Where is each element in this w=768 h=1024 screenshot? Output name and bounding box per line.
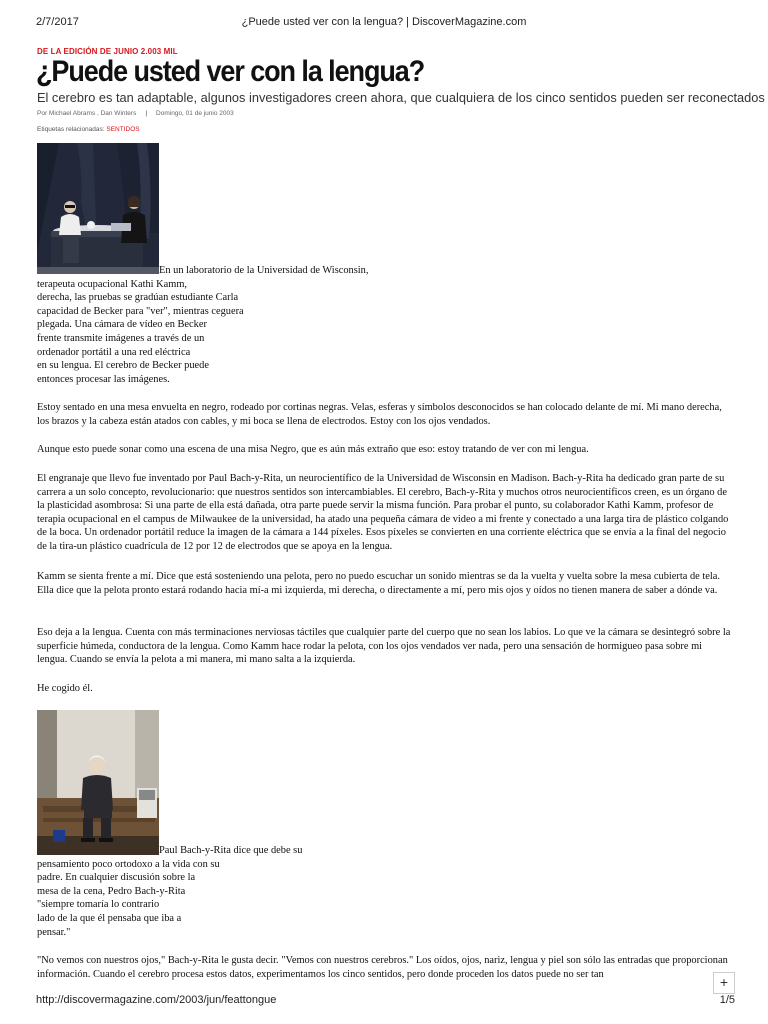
caption-line: frente transmite imágenes a través de un: [37, 332, 205, 344]
caption-line: ordenador portátil a una red eléctrica: [37, 346, 191, 358]
caption-line: pensar.": [37, 926, 71, 938]
caption-line: Paul Bach-y-Rita dice que debe su: [159, 845, 303, 856]
caption-line: en su lengua. El cerebro de Becker puede: [37, 360, 209, 372]
body-paragraph: Kamm se sienta frente a mí. Dice que está sosteniendo una pelota, pero no puedo escuchar un sonido mientras se da la vuelta y vuelta sobre la mesa cubierta de tela. Ella dice que la pelota pronto estará rodando hacia mí-a mi izquierda, mi derecha, o directamente a mí, pero mis ojos y oídos no tienen manera de saber a dónde va.: [37, 571, 720, 596]
caption-line: capacidad de Becker para "ver", mientras ceguera: [37, 305, 244, 317]
print-page-title: ¿Puede usted ver con la lengua? | DiscoverMagazine.com: [241, 16, 527, 28]
tags-label: Etiquetas relacionadas:: [37, 126, 105, 133]
body-paragraph: El engranaje que llevo fue inventado por Paul Bach-y-Rita, un neurocientífico de la Universidad de Wisconsin en Madison. Bach-y-Rita ha dedicado gran parte de su carrera a un solo concepto, revolucionario: que nuestros sentidos son intercambiables. El cerebro, Bach-y-Rita y muchos otros neurocientíficos creen, es un órgano de la plasticidad asombrosa: Si una parte de ella está dañada, otra parte puede servir la misma función. Para probar el punto, su colaborador Kathi Kamm, profesor de terapia ocupacional en el campus de Milwaukee de la universidad, ha atado una pequeña cámara de video a mi frente y conectado a una larga tira de plástico colgando de la boca. Un ordenador portátil reduce la imagen de la cámara a 144 píxeles. Esos píxeles se convierten en una corriente eléctrica que se envía a la final del negocio de la tira-un plástico cuadrícula de 12 por 12 de electrodos que se apoya en la lengua.: [37, 473, 729, 552]
caption-line: lado de la que él pensaba que iba a: [37, 912, 182, 924]
tag-link[interactable]: SENTIDOS: [106, 126, 140, 133]
caption-line: entonces procesar las imágenes.: [37, 373, 170, 385]
body-paragraph: Aunque esto puede sonar como una escena de una misa Negro, que es aún más extraño que eso: estoy tratando de ver con mi lengua.: [37, 444, 589, 455]
article-title: ¿Puede usted ver con la lengua?: [36, 55, 425, 88]
body-paragraph: "No vemos con nuestros ojos," Bach-y-Rita le gusta decir. "Vemos con nuestros cerebros." Los oídos, ojos, nariz, lengua y piel son sólo las entradas que proporcionan información. Cuando el cerebro procesa estos datos, experimentamos los cinco sentidos, pero donde proceden los datos puede no ser tan: [37, 955, 728, 980]
caption-line: terapeuta ocupacional Kathi Kamm,: [37, 278, 188, 290]
print-header: [0, 16, 768, 30]
caption-line: padre. En cualquier discusión sobre la: [37, 872, 196, 884]
body-paragraph: Estoy sentado en una mesa envuelta en negro, rodeado por cortinas negras. Velas, esferas y símbolos desconocidos se han colocado delante de mí. Mi mano derecha, los brazos y la cabeza están atados con cables, y mi boca se llena de electrodos. Estoy con los ojos vendados.: [37, 402, 722, 427]
print-url[interactable]: http://discovermagazine.com/2003/jun/feattongue: [36, 994, 277, 1006]
related-tags: [37, 126, 140, 133]
lab-photo: [37, 143, 159, 274]
byline-authors[interactable]: Por Michael Abrams , Dan Winters: [37, 110, 137, 117]
caption-line: plegada. Una cámara de vídeo en Becker: [37, 319, 207, 331]
caption-line: mesa de la cena, Pedro Bach-y-Rita: [37, 885, 186, 897]
byline-separator: |: [145, 110, 148, 117]
article-deck: El cerebro es tan adaptable, algunos investigadores creen ahora, que cualquiera de los cinco sentidos pueden ser reconectados: [37, 90, 765, 105]
issue-kicker: DE LA EDICIÓN DE JUNIO 2.003 MIL: [37, 47, 178, 56]
caption-line: derecha, las pruebas se gradúan estudiante Carla: [37, 292, 239, 304]
expand-button[interactable]: +: [713, 972, 735, 994]
caption-line: En un laboratorio de la Universidad de Wisconsin,: [159, 265, 369, 276]
caption-line: pensamiento poco ortodoxo a la vida con su: [37, 858, 220, 870]
page-number: 1/5: [719, 994, 735, 1006]
caption-line: "siempre tomaría lo contrario: [37, 899, 160, 911]
byline-date: Domingo, 01 de junio 2003: [156, 110, 234, 117]
photo-caption-portrait: [37, 844, 302, 939]
byline: [37, 110, 234, 117]
body-paragraph: He cogido él.: [37, 683, 93, 694]
body-paragraph: Eso deja a la lengua. Cuenta con más terminaciones nerviosas táctiles que cualquier parte del cuerpo que no sean los labios. Lo que ve la cámara se desintegró sobre la superficie húmeda, conductora de la lengua. Como Kamm hace rodar la pelota, con los ojos vendados ver nada, pero una sensación de hormigueo pasa sobre mi lengua. Cuando se envía la pelota a mi manera, mi mano salta a la izquierda.: [37, 627, 731, 666]
photo-caption-lab: [37, 264, 368, 386]
portrait-photo: [37, 710, 159, 855]
print-date: 2/7/2017: [36, 16, 79, 28]
